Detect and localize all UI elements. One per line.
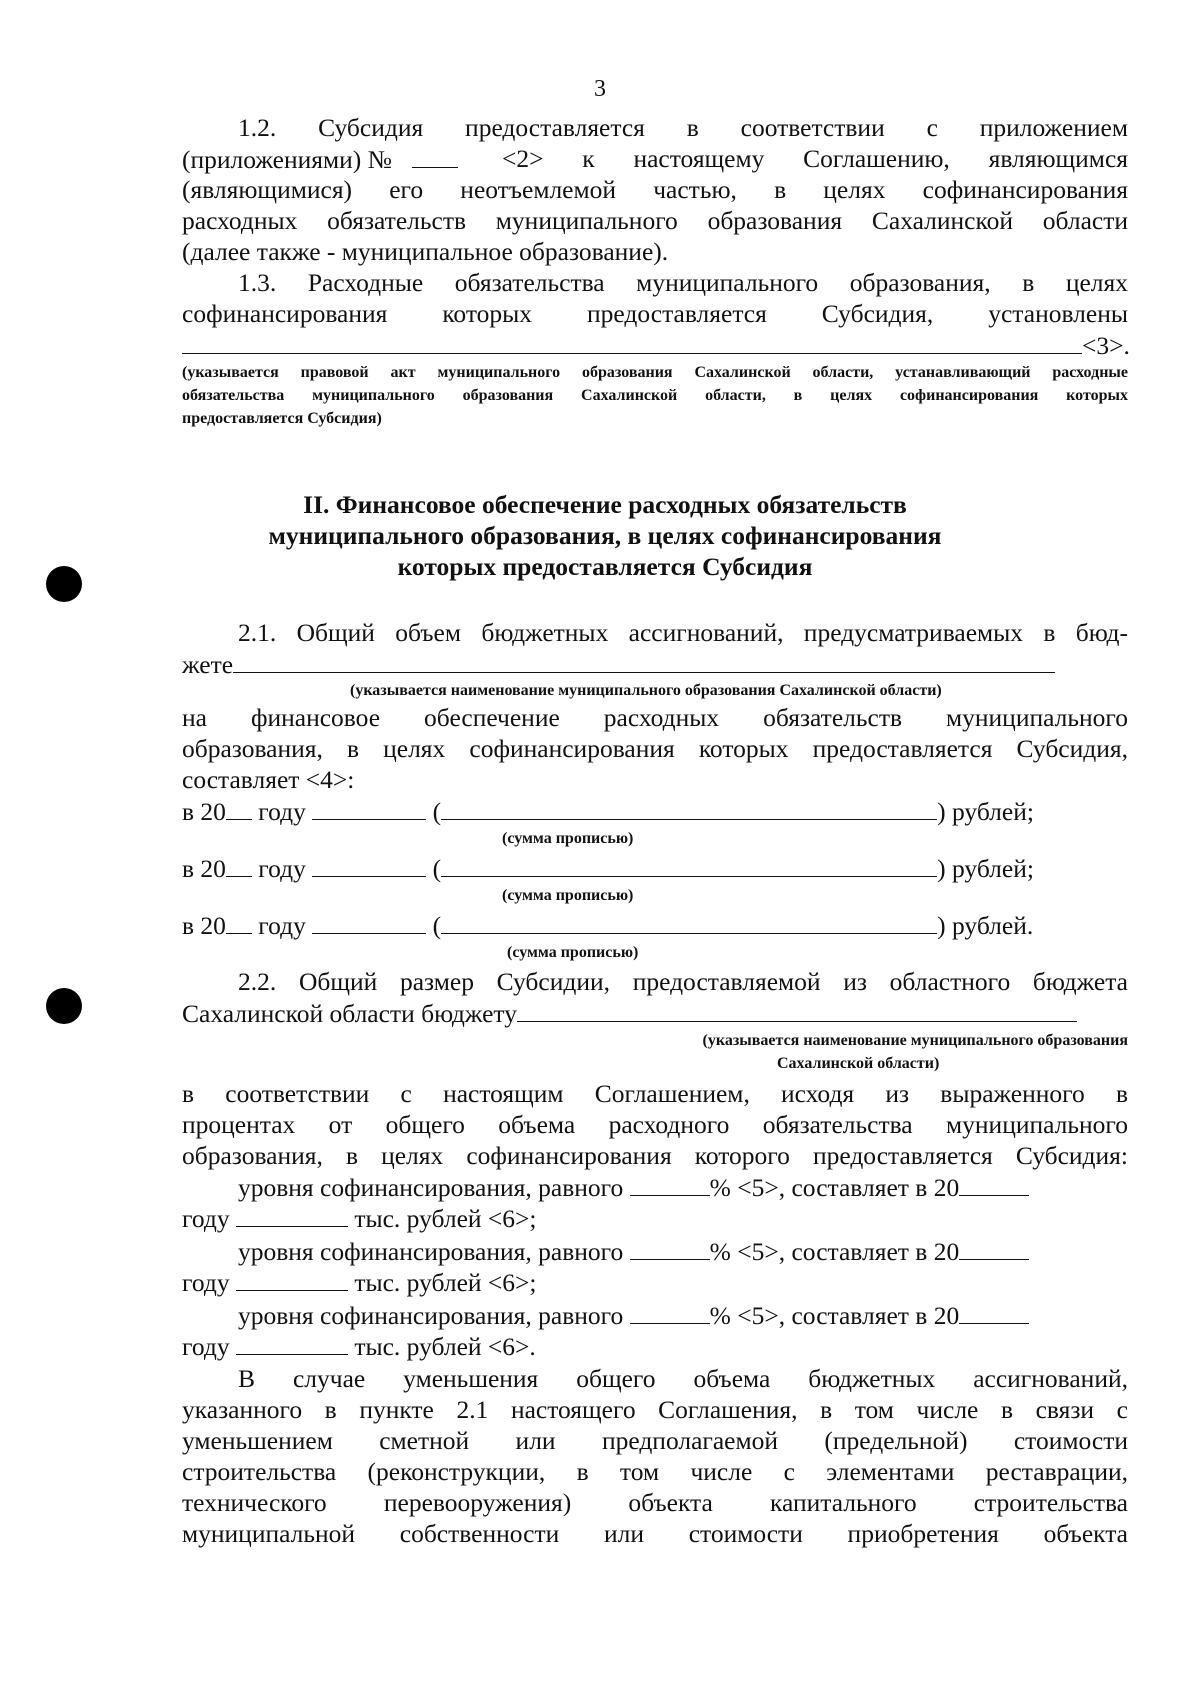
text: в 20: [182, 911, 226, 940]
paragraph-2-2-line: в соответствии с настоящим Соглашением, исходя из выраженного в: [182, 1079, 1128, 1108]
text: уровня софинансирования, равного: [238, 1173, 624, 1202]
text: ) рублей;: [937, 797, 1034, 826]
field-note: (указывается наименование муниципального образования Сахалинской области): [350, 682, 942, 699]
text: (: [432, 854, 442, 883]
paragraph-reduction-line: технического перевооружения) объекта капитального строительства: [182, 1488, 1128, 1517]
cofinancing-level-row: [182, 1266, 1128, 1299]
year-amount-row: [182, 795, 1128, 828]
text: в 20: [182, 797, 226, 826]
paragraph-reduction-line: уменьшением сметной или предполагаемой (предельной) стоимости: [182, 1426, 1128, 1455]
blank-field: [630, 1171, 710, 1196]
paragraph-1-3-line: софинансирования которых предоставляется Субсидия, установлены: [182, 299, 1128, 328]
text: уровня софинансирования, равного: [238, 1301, 624, 1330]
paragraph-2-2-line: [182, 997, 1128, 1030]
field-note: (сумма прописью): [502, 830, 634, 847]
text: <2> к настоящему Соглашению, являющимся: [502, 144, 1128, 173]
text: году: [182, 1268, 230, 1297]
blank-field: [441, 795, 937, 820]
text: тыс. рублей <6>;: [354, 1204, 537, 1233]
text: уровня софинансирования, равного: [238, 1237, 624, 1266]
cofinancing-level-row: [182, 1235, 1128, 1268]
cofinancing-level-row: [182, 1171, 1128, 1204]
paragraph-reduction-line: указанного в пункте 2.1 настоящего Соглашения, в том числе в связи с: [182, 1395, 1128, 1424]
year-amount-row: [182, 852, 1128, 885]
text: (приложениями) №: [182, 145, 392, 174]
text: году: [182, 1332, 230, 1361]
text: году: [258, 854, 306, 883]
footnote-line: обязательства муниципального образования Сахалинской области, в целях софинансирования которых: [182, 387, 1128, 404]
text: году: [258, 911, 306, 940]
page-number: 3: [594, 76, 606, 102]
paragraph-2-2-line: образования, в целях софинансирования которого предоставляется Субсидия:: [182, 1141, 1128, 1170]
text: <3>.: [1082, 331, 1130, 360]
blank-field: [441, 852, 937, 877]
footnote-line: (указывается правовой акт муниципального образования Сахалинской области, устанавливающий расходные: [182, 364, 1128, 381]
blank-field: [236, 1330, 348, 1355]
field-note: (сумма прописью): [502, 887, 634, 904]
paragraph-1-2-line: [182, 143, 1128, 176]
blank-field: [517, 997, 1077, 1022]
paragraph-reduction-line: В случае уменьшения общего объема бюджетных ассигнований,: [238, 1364, 1128, 1393]
paragraph-1-2-line: 1.2. Субсидия предоставляется в соответствии с приложением: [238, 113, 1128, 142]
text: жете: [182, 650, 234, 679]
blank-field: [312, 852, 426, 877]
section-heading: которых предоставляется Субсидия: [397, 552, 813, 581]
text: тыс. рублей <6>;: [354, 1268, 537, 1297]
text: ) рублей;: [937, 854, 1034, 883]
text: % <5>, составляет в 20: [709, 1237, 960, 1266]
paragraph-1-2-line: (являющимися) его неотъемлемой частью, в целях софинансирования: [182, 175, 1128, 204]
paragraph-reduction-line: муниципальной собственности или стоимости приобретения объекта: [182, 1519, 1128, 1548]
footnote-line: предоставляется Субсидия): [182, 410, 382, 427]
paragraph-1-2-line: (далее также - муниципальное образование).: [182, 237, 669, 266]
field-note: Сахалинской области): [777, 1055, 940, 1072]
cofinancing-level-row: [182, 1202, 1128, 1235]
section-heading: муниципального образования, в целях софинансирования: [268, 521, 942, 550]
blank-field: [236, 1202, 348, 1227]
paragraph-2-1-line: на финансовое обеспечение расходных обязательств муниципального: [182, 703, 1128, 732]
blank-field: [182, 329, 1082, 354]
year-amount-row: [182, 909, 1128, 942]
blank-field: [312, 909, 426, 934]
blank-field: [441, 909, 937, 934]
field-note: (сумма прописью): [507, 944, 639, 961]
blank-field: [233, 648, 1055, 673]
blank-field: [412, 143, 458, 168]
blank-field: [236, 1266, 348, 1291]
text: году: [258, 797, 306, 826]
paragraph-2-2-line: процентах от общего объема расходного обязательства муниципального: [182, 1110, 1128, 1139]
text: году: [182, 1204, 230, 1233]
paragraph-1-2-line: расходных обязательств муниципального образования Сахалинской области: [182, 206, 1128, 235]
text: в 20: [182, 854, 226, 883]
blank-field: [226, 909, 252, 934]
blank-field: [959, 1299, 1029, 1324]
blank-field: [959, 1171, 1029, 1196]
blank-field: [630, 1299, 710, 1324]
blank-field: [226, 852, 252, 877]
blank-field: [630, 1235, 710, 1260]
paragraph-1-3-line: [182, 329, 1128, 362]
field-note: (указывается наименование муниципального образования: [702, 1032, 1128, 1049]
punch-hole-mark: [46, 566, 82, 602]
paragraph-reduction-line: строительства (реконструкции, в том числе с элементами реставрации,: [182, 1457, 1128, 1486]
paragraph-2-1-line: 2.1. Общий объем бюджетных ассигнований, предусматриваемых в бюд-: [238, 618, 1128, 647]
paragraph-2-2-line: 2.2. Общий размер Субсидии, предоставляемой из областного бюджета: [238, 967, 1128, 996]
punch-hole-mark: [46, 988, 82, 1024]
section-heading: II. Финансовое обеспечение расходных обязательств: [303, 490, 907, 519]
cofinancing-level-row: [182, 1330, 1128, 1363]
blank-field: [312, 795, 426, 820]
blank-field: [959, 1235, 1029, 1260]
paragraph-2-1-line: [182, 648, 1128, 681]
text: (: [432, 797, 442, 826]
text: (: [432, 911, 442, 940]
text: Сахалинской области бюджету: [182, 999, 517, 1028]
paragraph-2-1-line: образования, в целях софинансирования которых предоставляется Субсидия,: [182, 734, 1128, 763]
paragraph-2-1-line: составляет <4>:: [182, 765, 355, 794]
text: ) рублей.: [937, 911, 1034, 940]
text: % <5>, составляет в 20: [709, 1173, 960, 1202]
cofinancing-level-row: [182, 1299, 1128, 1332]
paragraph-1-3-line: 1.3. Расходные обязательства муниципального образования, в целях: [238, 268, 1128, 297]
text: тыс. рублей <6>.: [354, 1332, 536, 1361]
blank-field: [226, 795, 252, 820]
text: % <5>, составляет в 20: [709, 1301, 960, 1330]
